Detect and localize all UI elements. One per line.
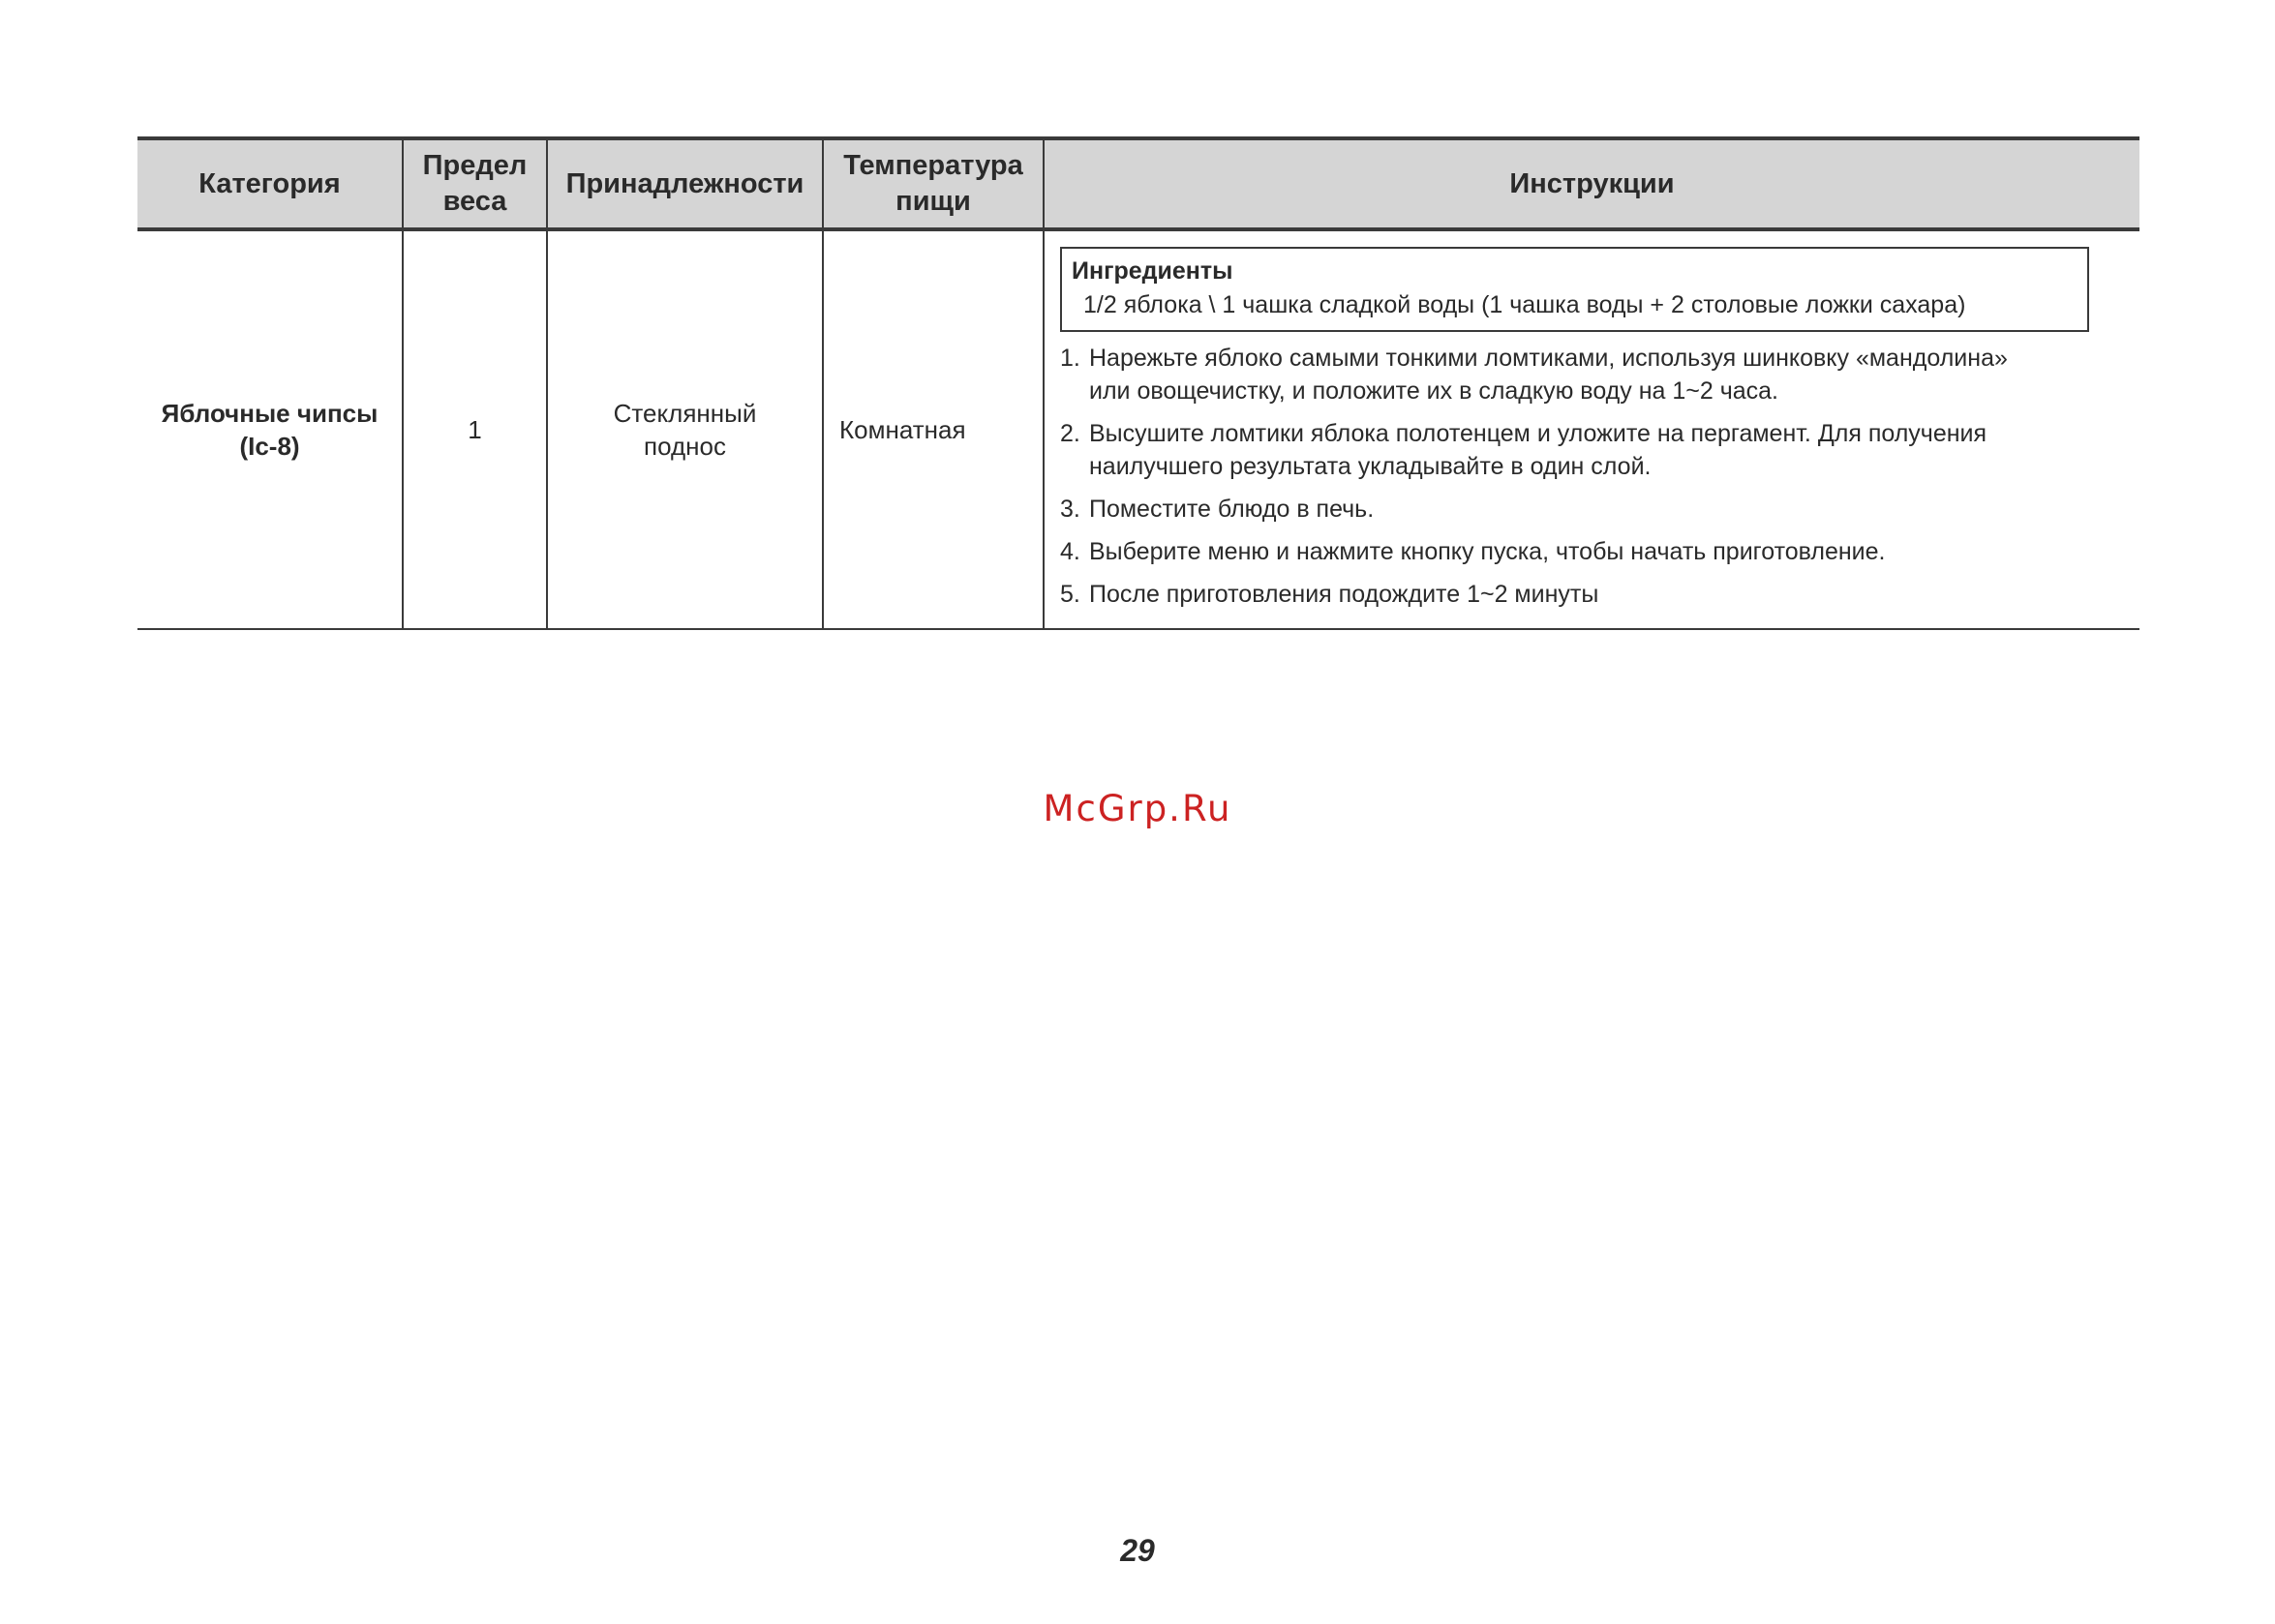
list-item xyxy=(1060,417,2120,483)
step-number: 2. xyxy=(1060,420,1080,447)
table-row xyxy=(137,229,2139,629)
cell-accessory: Стеклянный поднос xyxy=(547,229,823,629)
list-item xyxy=(1060,535,2120,568)
table-header-row xyxy=(137,138,2139,229)
step-number: 1. xyxy=(1060,345,1080,372)
step-number: 4. xyxy=(1060,538,1080,565)
header-category: Категория xyxy=(137,138,403,229)
step-text: Поместите блюдо в печь. xyxy=(1089,496,1375,523)
ingredients-box xyxy=(1060,247,2089,332)
list-item xyxy=(1060,493,2120,526)
list-item xyxy=(1060,578,2120,611)
step-text: Высушите ломтики яблока полотенцем и уложите на пергамент. Для получения наилучшего результата укладывайте в один слой. xyxy=(1089,420,1987,480)
page-number: 29 xyxy=(1120,1533,1155,1568)
step-text: Выберите меню и нажмите кнопку пуска, чтобы начать приготовление. xyxy=(1089,538,1886,565)
cell-weight-limit: 1 xyxy=(403,229,547,629)
step-text: Нарежьте яблоко самыми тонкими ломтиками, используя шинковку «мандолина» или овощечистку, и положите их в сладкую воду на 1~2 часа. xyxy=(1089,345,2008,405)
list-item xyxy=(1060,342,2120,407)
step-number: 5. xyxy=(1060,581,1080,608)
cooking-guide-table xyxy=(137,136,2139,630)
cell-instructions xyxy=(1044,229,2139,629)
header-food-temperature: Температура пищи xyxy=(823,138,1044,229)
header-instructions: Инструкции xyxy=(1044,138,2139,229)
ingredients-title: Ингредиенты xyxy=(1072,257,1233,285)
step-text: После приготовления подождите 1~2 минуты xyxy=(1089,581,1599,608)
cell-food-temperature: Комнатная xyxy=(823,229,1044,629)
ingredients-text: 1/2 яблока \ 1 чашка сладкой воды (1 чашка воды + 2 столовые ложки сахара) xyxy=(1083,291,1966,318)
instruction-steps xyxy=(1060,342,2120,611)
cell-category: Яблочные чипсы (Ic-8) xyxy=(137,229,403,629)
header-weight-limit: Предел веса xyxy=(403,138,547,229)
step-number: 3. xyxy=(1060,496,1080,523)
header-accessories: Принадлежности xyxy=(547,138,823,229)
watermark[interactable]: McGrp.Ru xyxy=(1043,788,1232,829)
